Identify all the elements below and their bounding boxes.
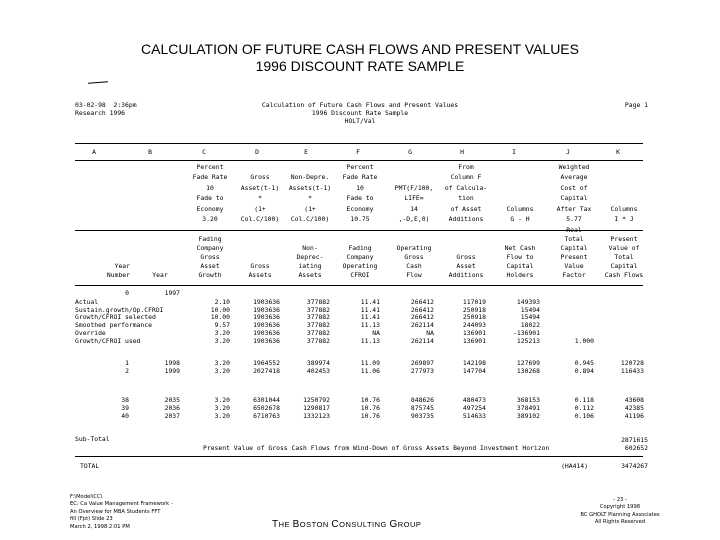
- cell-i: -136901: [513, 328, 540, 337]
- column-letter-k: K: [616, 148, 620, 156]
- cell-j: 0.894: [574, 367, 594, 376]
- cell-d: 1903636: [253, 336, 280, 345]
- upper-header-g: 14: [410, 204, 418, 213]
- lower-header-d: Gross: [250, 262, 270, 270]
- cell-e: 1250792: [303, 396, 330, 404]
- lower-header-j: Total: [564, 235, 584, 243]
- upper-header-f: 10.75: [350, 215, 370, 223]
- cell-f: 10.76: [360, 412, 380, 421]
- lower-header-rule: [75, 285, 643, 286]
- cell-h: 244093: [462, 321, 486, 330]
- footer-line: F:\Model\CC\: [70, 494, 103, 500]
- cell-c: 10.00: [210, 305, 230, 314]
- upper-header-c: Percent: [196, 163, 224, 171]
- cell-e: 377882: [306, 313, 330, 322]
- cell-j: 1.000: [574, 336, 594, 345]
- cell-year: 2036: [164, 404, 180, 413]
- lower-header-f: Operating: [342, 262, 378, 270]
- lower-header-i: Holders: [506, 271, 534, 279]
- cell-g: 266412: [410, 305, 434, 314]
- cell-f: 10.76: [360, 396, 380, 404]
- lower-header-k: Total: [614, 253, 634, 261]
- cell-d: 6502678: [253, 404, 280, 413]
- footer-copyright-line: - 23 -: [613, 497, 627, 503]
- cell-c: 2.10: [214, 298, 230, 306]
- cell-f: 11.41: [360, 313, 380, 322]
- lower-header-j: Factor: [562, 271, 586, 279]
- cell-g: NA: [426, 328, 434, 337]
- cell-c: 10.00: [210, 313, 230, 322]
- column-letter-j: J: [566, 148, 570, 156]
- cell-year-number: 38: [121, 396, 129, 404]
- brand-logo: THE BOSTON CONSULTING GROUP: [272, 519, 422, 530]
- cell-e: 1332123: [303, 412, 330, 421]
- report-date: 03-02-98 2:36pm: [75, 101, 137, 109]
- cell-f: 11.06: [360, 367, 380, 376]
- lower-header-j: Value: [564, 262, 584, 270]
- upper-header-i: Columns: [506, 204, 534, 213]
- cell-i: 18022: [520, 321, 540, 330]
- lower-header-f: Company: [346, 253, 374, 261]
- upper-header-h: From: [458, 163, 474, 171]
- cell-c: 3.20: [214, 328, 230, 337]
- upper-header-f: Fade Rate: [342, 173, 378, 182]
- cell-f: 11.13: [360, 321, 380, 330]
- cell-d: 6710763: [253, 412, 280, 421]
- cell-e: 377882: [306, 321, 330, 330]
- cell-h: 147704: [462, 367, 486, 376]
- upper-header-d: (1+: [254, 204, 266, 213]
- lower-header-j: Capital: [560, 244, 588, 252]
- lower-header-i: Flow to: [506, 253, 534, 261]
- cell-k: 116433: [620, 367, 644, 376]
- row-label: Actual: [75, 298, 99, 306]
- upper-header-d: Asset(t-1): [240, 183, 280, 192]
- upper-header-c: 10: [206, 183, 214, 192]
- scan-mark: [88, 81, 108, 83]
- row-label: Sustain.growth/Op.CFROI: [75, 305, 164, 314]
- upper-header-d: Gross: [250, 173, 270, 182]
- column-letter-c: C: [202, 148, 206, 156]
- cell-d: 1903636: [253, 313, 280, 322]
- column-letter-d: D: [255, 148, 259, 156]
- row-label: Smoothed performance: [75, 321, 152, 330]
- column-letter-b: B: [148, 148, 152, 156]
- column-letter-f: F: [356, 148, 360, 156]
- lower-header-g: Gross: [404, 253, 424, 261]
- upper-header-f: Fade to: [346, 194, 374, 203]
- cell-g: 277973: [410, 367, 434, 376]
- footer-line: EC: Ca Value Management Framework -: [70, 501, 173, 508]
- upper-header-e: (1+: [304, 204, 316, 213]
- lower-header-f: CFROI: [350, 271, 370, 279]
- lower-header-c: Gross: [200, 253, 220, 261]
- lower-header-h: Asset: [456, 262, 476, 270]
- cell-year-number: 40: [121, 412, 129, 421]
- cell-d: 1964552: [253, 359, 280, 367]
- cell-k: 42385: [624, 404, 644, 413]
- report-subheading: 1996 Discount Rate Sample: [311, 109, 409, 117]
- column-letter-h: H: [460, 148, 464, 156]
- cell-year: 1999: [164, 367, 180, 376]
- cell-i: 368153: [516, 396, 540, 404]
- cell-j: 0.118: [574, 396, 594, 404]
- lower-header-h: Gross: [456, 253, 476, 261]
- cell-h: 250918: [462, 313, 486, 322]
- cell-h: 514633: [462, 412, 486, 421]
- report-heading: Calculation of Future Cash Flows and Present Values: [261, 101, 459, 109]
- cell-i: 125213: [516, 336, 540, 345]
- upper-header-f: Economy: [346, 204, 374, 213]
- report-page: Page 1: [624, 101, 648, 109]
- upper-header-h: Additions: [448, 215, 484, 223]
- column-letter-e: E: [304, 148, 308, 156]
- lower-header-e: iating: [298, 262, 322, 270]
- lower-header-k: Cash Flows: [604, 271, 644, 279]
- cell-f: 11.13: [360, 336, 380, 345]
- lower-header-j: Real: [566, 226, 582, 234]
- cell-c: 3.20: [214, 404, 230, 413]
- footer-copyright-line: Copyright 1998: [599, 504, 641, 511]
- cell-g: 262114: [410, 321, 434, 330]
- cell-d: 6301044: [253, 396, 280, 404]
- cell-e: 389974: [306, 359, 330, 367]
- lower-header-f: Fading: [348, 244, 372, 252]
- column-letter-g: G: [408, 148, 412, 156]
- column-letter-a: A: [92, 148, 96, 156]
- upper-header-j: Capital: [560, 194, 588, 203]
- lower-header-c: Company: [196, 244, 224, 252]
- lower-header-a: Number: [106, 271, 130, 279]
- column-letter-i: I: [512, 148, 516, 156]
- cell-i: 15494: [520, 305, 540, 314]
- cell-c: 3.20: [214, 367, 230, 376]
- cell-year-number: 39: [121, 404, 129, 413]
- cell-year-number: 2: [125, 367, 129, 376]
- cell-c: 3.20: [214, 396, 230, 404]
- upper-header-c: Fade to: [196, 194, 224, 203]
- lower-header-d: Assets: [248, 271, 272, 279]
- total-rule: [75, 456, 643, 457]
- upper-header-j: 5.77: [566, 215, 582, 223]
- cell-k: 120728: [620, 359, 644, 367]
- cell-h: 117019: [462, 298, 486, 306]
- cell-j: 0.945: [574, 359, 594, 367]
- cell-i: 378491: [516, 404, 540, 413]
- cell-g: 848626: [410, 396, 434, 404]
- footer-copyright-line: BC GHOLT Planning Associates: [580, 511, 660, 518]
- cell-h: 136901: [462, 336, 486, 345]
- winddown-text: Present Value of Gross Cash Flows from Wind-Down of Gross Assets Beyond Investment Horizon: [203, 444, 550, 452]
- cell-g: 875745: [410, 404, 434, 413]
- cell-e: 1290817: [303, 404, 330, 413]
- total-value: 3474267: [621, 462, 648, 470]
- cell-e: 377882: [306, 298, 330, 306]
- lower-header-e: Non-: [302, 244, 318, 252]
- row-label: Growth/CFROI used: [75, 336, 141, 345]
- upper-header-h: tion: [458, 194, 474, 203]
- upper-header-c: Economy: [196, 204, 224, 213]
- report-tag: HOLT/Val: [344, 117, 376, 125]
- lower-header-g: Operating: [396, 244, 432, 252]
- cell-h: 142198: [462, 359, 486, 367]
- subtotal-value: 2871615: [621, 436, 648, 444]
- upper-header-k: I * J: [614, 215, 634, 223]
- upper-header-j: Cost of: [560, 183, 588, 192]
- report-research: Research 1996: [75, 109, 126, 117]
- upper-header-c: Fade Rate: [192, 173, 228, 182]
- lower-header-c: Fading: [198, 235, 222, 243]
- cell-f: 10.76: [360, 404, 380, 413]
- cell-d: 1903636: [253, 321, 280, 330]
- upper-header-g: LIFE=: [404, 194, 424, 203]
- footer-line: fill (Fpt) Slide 23: [70, 516, 113, 523]
- cell-i: 130268: [516, 367, 540, 376]
- upper-header-e: *: [308, 194, 312, 203]
- cell-year: 2037: [164, 412, 180, 421]
- row-label: Growth/CFROI selected: [75, 313, 156, 322]
- lower-header-k: Value of: [608, 244, 640, 252]
- winddown-value: 602652: [624, 444, 648, 452]
- cell-year: 2035: [164, 396, 180, 404]
- cell-g: 266412: [410, 298, 434, 306]
- lower-header-a: Year: [114, 262, 130, 270]
- cell-e: 377882: [306, 305, 330, 314]
- row-label: Override: [75, 328, 106, 337]
- cell-g: 269897: [410, 359, 434, 367]
- upper-header-f: Percent: [346, 163, 374, 171]
- cell-f: 11.09: [360, 359, 380, 367]
- upper-header-h: Column F: [450, 173, 482, 182]
- cell-e: 377882: [306, 328, 330, 337]
- cell-j: 0.106: [574, 412, 594, 421]
- cell-h: 136901: [462, 328, 486, 337]
- cell-f: 11.41: [360, 305, 380, 314]
- cell-h: 250918: [462, 305, 486, 314]
- upper-header-h: of Asset: [450, 204, 482, 213]
- cell-i: 15494: [520, 313, 540, 322]
- cell-c: 3.20: [214, 336, 230, 345]
- subtotal-label: Sub-Total: [75, 435, 110, 443]
- footer-line: March 2, 1998 2:01 PM: [70, 523, 130, 530]
- upper-header-e: Assets(t-1): [288, 183, 332, 192]
- lower-header-k: Capital: [610, 262, 638, 270]
- cell-g: 262114: [410, 336, 434, 345]
- cell-c: 3.20: [214, 359, 230, 367]
- lower-header-j: Present: [560, 253, 588, 261]
- lower-header-c: Growth: [198, 271, 222, 279]
- cell-f: 11.41: [360, 298, 380, 306]
- base-row-number: 0: [125, 289, 129, 297]
- page-title: CALCULATION OF FUTURE CASH FLOWS AND PRESENT VALUES: [141, 41, 579, 57]
- upper-header-e: Non-Depre.: [290, 173, 330, 182]
- upper-header-j: Weighted: [558, 163, 590, 171]
- footer-copyright-line: All Rights Reserved: [594, 519, 646, 526]
- upper-header-f: 10: [356, 183, 364, 192]
- header-rule: [75, 143, 643, 144]
- lower-header-i: Capital: [506, 262, 534, 270]
- cell-e: 402453: [306, 367, 330, 376]
- lower-header-g: Cash: [406, 262, 422, 270]
- cell-e: 377882: [306, 336, 330, 345]
- upper-header-d: *: [258, 194, 262, 203]
- cell-d: 1903636: [253, 328, 280, 337]
- upper-header-i: G - H: [510, 215, 530, 223]
- upper-header-h: of Calcula-: [444, 183, 488, 192]
- upper-header-k: Columns: [610, 204, 638, 213]
- cell-g: 266412: [410, 313, 434, 322]
- base-row-year: 1997: [164, 289, 180, 297]
- letters-rule: [75, 160, 643, 161]
- upper-header-c: 3.20: [202, 215, 218, 223]
- cell-k: 41196: [624, 412, 644, 421]
- lower-header-c: Asset: [200, 262, 220, 270]
- total-label: TOTAL: [80, 462, 100, 470]
- cell-year-number: 1: [125, 359, 129, 367]
- cell-year: 1998: [164, 359, 180, 367]
- upper-header-g: ,-D,E,0): [398, 215, 430, 223]
- page-subtitle: 1996 DISCOUNT RATE SAMPLE: [255, 58, 465, 74]
- cell-d: 1903636: [253, 298, 280, 306]
- upper-header-e: Col.C/100): [290, 215, 330, 223]
- upper-header-g: PMT(F/100,: [394, 183, 434, 192]
- cell-i: 389102: [516, 412, 540, 421]
- lower-header-b: Year: [152, 271, 168, 279]
- cell-i: 127699: [516, 359, 540, 367]
- cell-d: 2027418: [253, 367, 280, 376]
- lower-header-i: Net Cash: [504, 244, 536, 252]
- cell-f: NA: [372, 328, 380, 337]
- lower-header-k: Present: [610, 235, 638, 243]
- upper-header-d: Col.C/100): [240, 215, 280, 223]
- lower-header-h: Additions: [448, 271, 484, 279]
- lower-header-g: Flow: [406, 271, 422, 279]
- lower-header-e: Assets: [298, 271, 322, 279]
- upper-header-j: Average: [560, 173, 588, 182]
- cell-h: 497254: [462, 404, 486, 413]
- cell-c: 9.57: [214, 321, 230, 330]
- cell-c: 3.20: [214, 412, 230, 421]
- cell-d: 1903636: [253, 305, 280, 314]
- cell-j: 0.112: [574, 404, 594, 413]
- total-note: (HA414): [561, 462, 588, 470]
- cell-h: 480473: [462, 396, 486, 404]
- lower-header-e: Deprec-: [296, 253, 324, 261]
- cell-i: 149393: [516, 298, 540, 306]
- cell-g: 903735: [410, 412, 434, 421]
- upper-header-j: After Tax: [556, 204, 592, 213]
- cell-k: 43608: [624, 396, 644, 404]
- footer-line: An Overview for MBA Students FFT: [70, 508, 161, 515]
